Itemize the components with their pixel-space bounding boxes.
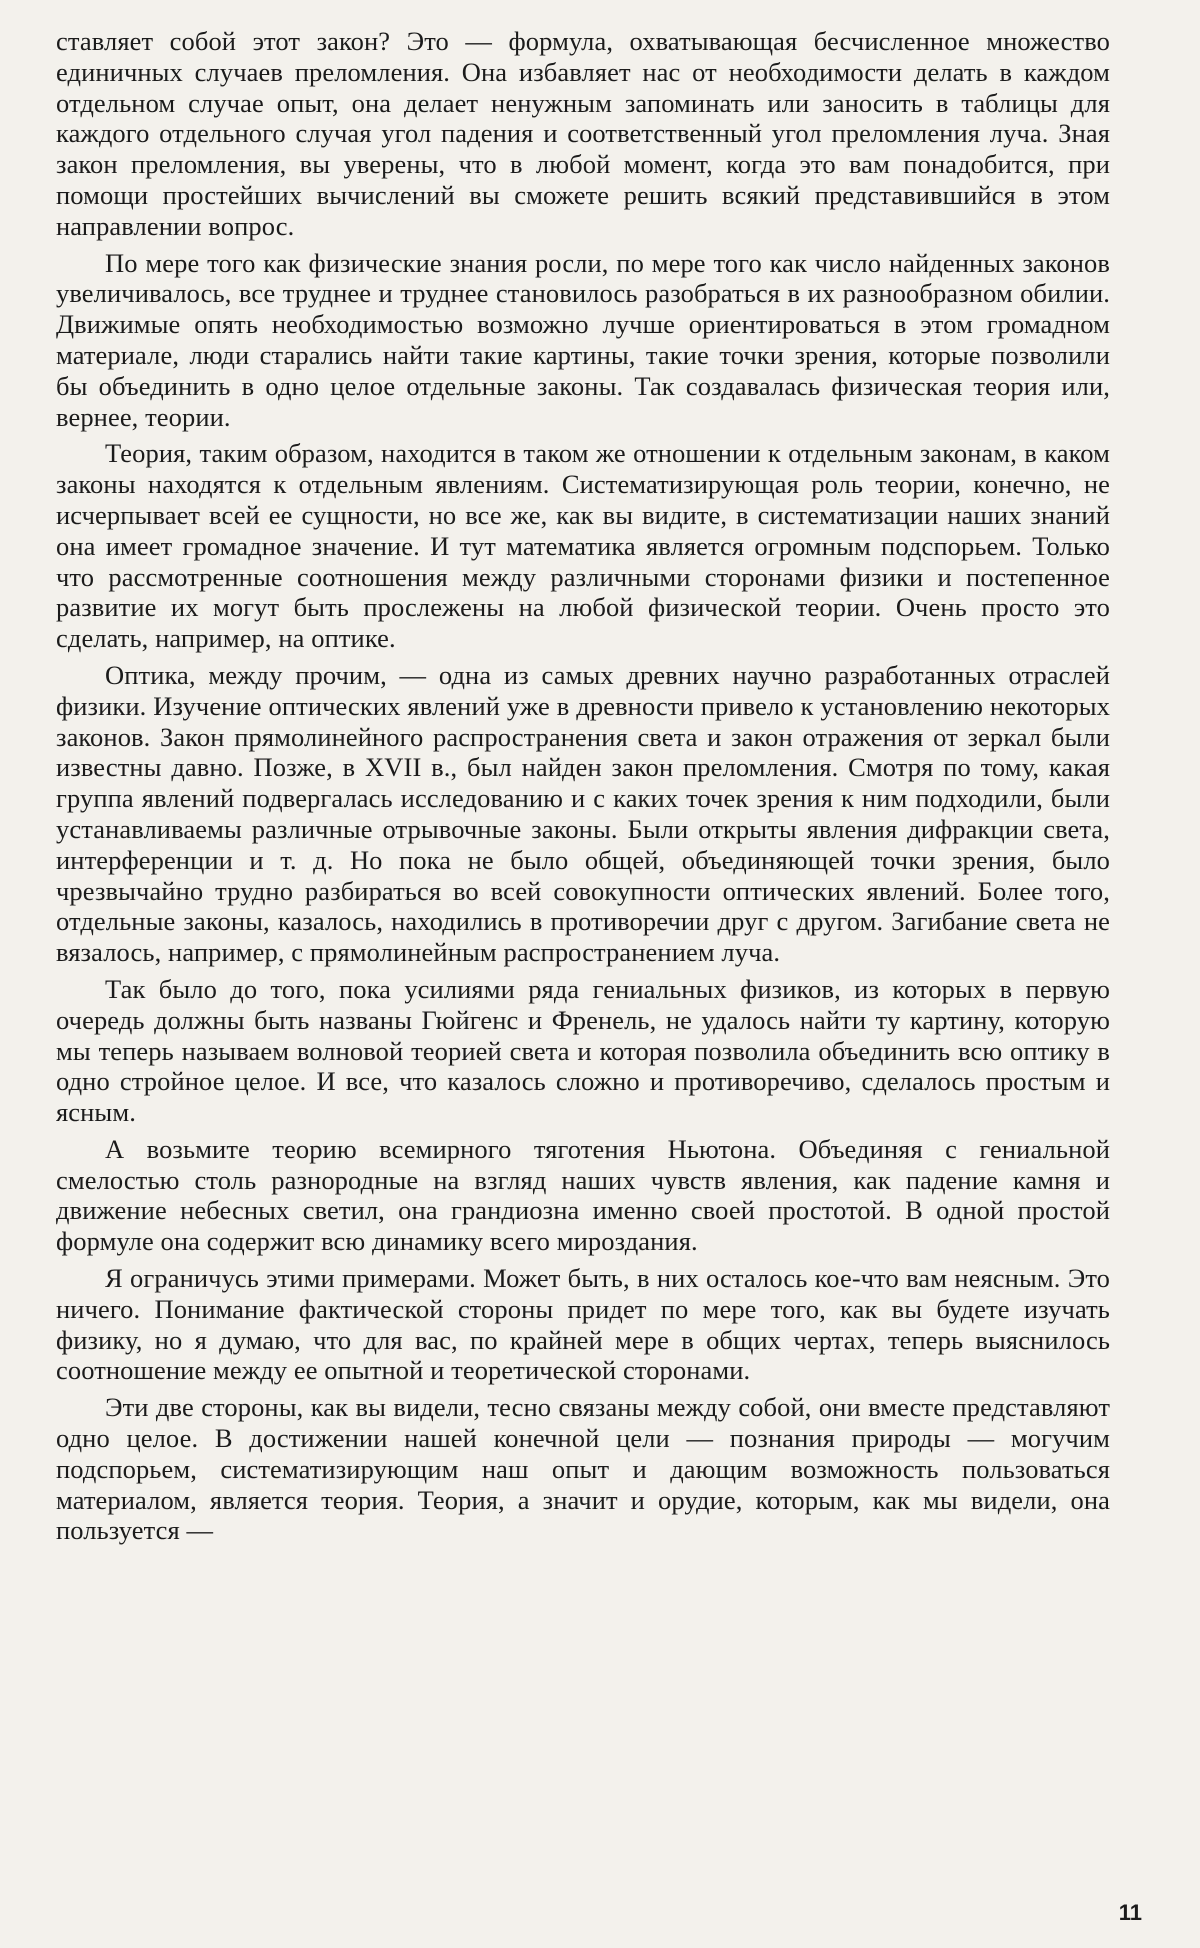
paragraph-6: А возьмите теорию всемирного тяготения Ньютона. Объединяя с гениальной смелостью столь разнородные на взгляд наших чувств явления, как падение камня и движение небесных светил, она грандиозна именно своей простотой. В одной простой формуле она содержит всю динамику всего мироздания. bbox=[56, 1133, 1110, 1257]
paragraph-2: По мере того как физические знания росли, по мере того как число найденных законов увеличивалось, все труднее и труднее становилось разобраться в их разнообразном обилии. Движимые опять необходимостью возможно лучше ориентироваться в этом громадном материале, люди старались найти такие картины, такие точки зрения, которые позволили бы объединить в одно целое отдельные законы. Так создавалась физическая теория или, вернее, теории. bbox=[56, 247, 1110, 432]
paragraph-3: Теория, таким образом, находится в таком же отношении к отдельным законам, в каком законы находятся к отдельным явлениям. Систематизирующая роль теории, конечно, не исчерпывает всей ее сущности, но все же, как вы видите, в систематизации наших знаний она имеет громадное значение. И тут математика является огромным подспорьем. Только что рассмотренные соотношения между различными сторонами физики и постепенное развитие их могут быть прослежены на любой физической теории. Очень просто это сделать, например, на оптике. bbox=[56, 438, 1110, 654]
page-number: 11 bbox=[1118, 1900, 1142, 1925]
paragraph-4: Оптика, между прочим, — одна из самых древних научно разработанных отраслей физики. Изучение оптических явлений уже в древности привело к установлению некоторых законов. Закон прямолинейного распространения света и закон отражения от зеркал были известны давно. Позже, в XVII в., был найден закон преломления. Смотря по тому, какая группа явлений подвергалась исследованию и с каких точек зрения к ним подходили, были устанавливаемы различные отрывочные законы. Были открыты явления дифракции света, интерференции и т. д. Но пока не было общей, объединяющей точки зрения, было чрезвычайно трудно разбираться во всей совокупности оптических явлений. Более того, отдельные законы, казалось, находились в противоречии друг с другом. Загибание света не вязалось, например, с прямолинейным распространением луча. bbox=[56, 659, 1110, 968]
page-body bbox=[56, 26, 1110, 1552]
paragraph-5: Так было до того, пока усилиями ряда гениальных физиков, из которых в первую очередь должны быть названы Гюйгенс и Френель, не удалось найти ту картину, которую мы теперь называем волновой теорией света и которая позволила объединить всю оптику в одно стройное целое. И все, что казалось сложно и противоречиво, сделалось простым и ясным. bbox=[56, 973, 1110, 1128]
paragraph-1: ставляет собой этот закон? Это — формула, охватывающая бесчисленное множество единичных случаев преломления. Она избавляет нас от необходимости делать в каждом отдельном случае опыт, она делает ненужным запоминать или заносить в таблицы для каждого отдельного случая угол падения и соответственный угол преломления луча. Зная закон преломления, вы уверены, что в любой момент, когда это вам понадобится, при помощи простейших вычислений вы сможете решить всякий представившийся в этом направлении вопрос. bbox=[56, 26, 1110, 241]
paragraph-8: Эти две стороны, как вы видели, тесно связаны между собой, они вместе представляют одно целое. В достижении нашей конечной цели — познания природы — могучим подспорьем, систематизирующим наш опыт и дающим возможность пользоваться материалом, является теория. Теория, а значит и орудие, которым, как мы видели, она пользуется — bbox=[56, 1392, 1110, 1546]
paragraph-7: Я ограничусь этими примерами. Может быть, в них осталось кое-что вам неясным. Это ничего. Понимание фактической стороны придет по мере того, как вы будете изучать физику, но я думаю, что для вас, по крайней мере в общих чертах, теперь выяснилось соотношение между ее опытной и теоретической сторонами. bbox=[56, 1263, 1110, 1386]
